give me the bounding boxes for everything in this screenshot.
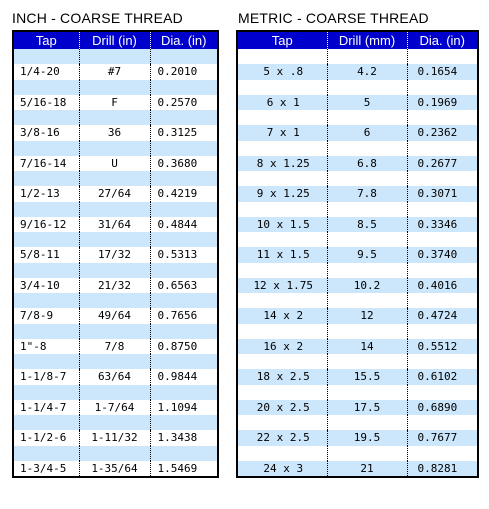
spacer-cell xyxy=(79,80,150,95)
cell-tap: 5/8-11 xyxy=(13,247,79,262)
cell-diameter: 0.2570 xyxy=(150,95,218,110)
spacer-row xyxy=(13,385,218,400)
cell-diameter: 0.4844 xyxy=(150,217,218,232)
spacer-cell xyxy=(13,110,79,125)
spacer-cell xyxy=(237,354,327,369)
spacer-cell xyxy=(327,324,407,339)
spacer-row xyxy=(237,110,478,125)
cell-tap: 1/2-13 xyxy=(13,186,79,201)
cell-drill: 7.8 xyxy=(327,186,407,201)
cell-diameter: 0.3346 xyxy=(407,217,478,232)
spacer-cell xyxy=(407,110,478,125)
cell-tap: 6 x 1 xyxy=(237,95,327,110)
cell-diameter: 0.3125 xyxy=(150,125,218,140)
spacer-cell xyxy=(150,80,218,95)
spacer-row xyxy=(237,354,478,369)
cell-diameter: 0.6563 xyxy=(150,278,218,293)
spacer-cell xyxy=(150,202,218,217)
table-row xyxy=(237,217,478,232)
cell-tap: 9 x 1.25 xyxy=(237,186,327,201)
spacer-cell xyxy=(79,293,150,308)
spacer-cell xyxy=(79,171,150,186)
spacer-cell xyxy=(407,354,478,369)
spacer-cell xyxy=(327,49,407,64)
cell-tap: 5/16-18 xyxy=(13,95,79,110)
table-row xyxy=(13,369,218,384)
metric-table-title: METRIC - COARSE THREAD xyxy=(238,10,429,26)
spacer-cell xyxy=(150,49,218,64)
cell-drill: 9.5 xyxy=(327,247,407,262)
spacer-row xyxy=(237,263,478,278)
cell-tap: 1/4-20 xyxy=(13,64,79,79)
cell-drill: 21/32 xyxy=(79,278,150,293)
table-row xyxy=(13,125,218,140)
spacer-cell xyxy=(407,446,478,461)
spacer-row xyxy=(237,293,478,308)
cell-tap: 11 x 1.5 xyxy=(237,247,327,262)
spacer-row xyxy=(237,202,478,217)
cell-tap: 24 x 3 xyxy=(237,461,327,477)
spacer-row xyxy=(13,80,218,95)
spacer-cell xyxy=(237,415,327,430)
cell-diameter: 1.1094 xyxy=(150,400,218,415)
spacer-cell xyxy=(13,446,79,461)
cell-drill: 7/8 xyxy=(79,339,150,354)
spacer-cell xyxy=(79,354,150,369)
spacer-cell xyxy=(407,232,478,247)
spacer-cell xyxy=(13,49,79,64)
spacer-row xyxy=(237,385,478,400)
spacer-row xyxy=(13,202,218,217)
cell-diameter: 0.3740 xyxy=(407,247,478,262)
spacer-cell xyxy=(150,171,218,186)
spacer-cell xyxy=(79,324,150,339)
spacer-cell xyxy=(150,415,218,430)
cell-tap: 8 x 1.25 xyxy=(237,156,327,171)
cell-tap: 7 x 1 xyxy=(237,125,327,140)
table-row xyxy=(237,339,478,354)
cell-tap: 20 x 2.5 xyxy=(237,400,327,415)
spacer-row xyxy=(237,80,478,95)
spacer-cell xyxy=(327,110,407,125)
inch-table-title: INCH - COARSE THREAD xyxy=(12,10,183,26)
spacer-row xyxy=(237,232,478,247)
spacer-cell xyxy=(79,110,150,125)
spacer-cell xyxy=(237,324,327,339)
spacer-row xyxy=(13,49,218,64)
cell-drill: 5 xyxy=(327,95,407,110)
cell-tap: 14 x 2 xyxy=(237,308,327,323)
spacer-cell xyxy=(150,354,218,369)
cell-tap: 7/8-9 xyxy=(13,308,79,323)
spacer-row xyxy=(13,110,218,125)
table-row xyxy=(13,95,218,110)
cell-drill: 8.5 xyxy=(327,217,407,232)
spacer-row xyxy=(13,171,218,186)
cell-diameter: 0.9844 xyxy=(150,369,218,384)
table-row xyxy=(237,64,478,79)
cell-drill: #7 xyxy=(79,64,150,79)
cell-diameter: 0.4219 xyxy=(150,186,218,201)
table-row xyxy=(13,400,218,415)
table-row xyxy=(237,369,478,384)
cell-drill: 10.2 xyxy=(327,278,407,293)
column-header-tap: Tap xyxy=(13,31,79,49)
spacer-cell xyxy=(13,171,79,186)
cell-diameter: 0.2010 xyxy=(150,64,218,79)
cell-tap: 1-3/4-5 xyxy=(13,461,79,477)
cell-diameter: 0.8750 xyxy=(150,339,218,354)
table-row xyxy=(13,247,218,262)
spacer-cell xyxy=(79,49,150,64)
spacer-row xyxy=(13,263,218,278)
cell-diameter: 1.5469 xyxy=(150,461,218,477)
spacer-row xyxy=(13,232,218,247)
spacer-cell xyxy=(13,232,79,247)
spacer-cell xyxy=(150,385,218,400)
cell-tap: 5 x .8 xyxy=(237,64,327,79)
cell-diameter: 0.2362 xyxy=(407,125,478,140)
column-header-diameter: Dia. (in) xyxy=(150,31,218,49)
spacer-cell xyxy=(407,141,478,156)
spacer-cell xyxy=(237,263,327,278)
spacer-cell xyxy=(327,354,407,369)
spacer-cell xyxy=(13,202,79,217)
spacer-cell xyxy=(237,80,327,95)
spacer-cell xyxy=(237,171,327,186)
cell-tap: 7/16-14 xyxy=(13,156,79,171)
spacer-cell xyxy=(13,263,79,278)
spacer-cell xyxy=(150,232,218,247)
cell-drill: 31/64 xyxy=(79,217,150,232)
spacer-cell xyxy=(237,202,327,217)
table-row xyxy=(237,278,478,293)
spacer-cell xyxy=(13,80,79,95)
spacer-cell xyxy=(79,385,150,400)
cell-diameter: 0.3680 xyxy=(150,156,218,171)
cell-drill: 19.5 xyxy=(327,430,407,445)
column-header-drill: Drill (mm) xyxy=(327,31,407,49)
cell-tap: 3/8-16 xyxy=(13,125,79,140)
spacer-cell xyxy=(327,385,407,400)
spacer-cell xyxy=(150,446,218,461)
cell-diameter: 1.3438 xyxy=(150,430,218,445)
spacer-cell xyxy=(407,49,478,64)
cell-drill: 27/64 xyxy=(79,186,150,201)
spacer-cell xyxy=(150,293,218,308)
spacer-row xyxy=(237,49,478,64)
cell-tap: 12 x 1.75 xyxy=(237,278,327,293)
spacer-cell xyxy=(150,110,218,125)
spacer-cell xyxy=(327,80,407,95)
spacer-row xyxy=(237,446,478,461)
header-row xyxy=(237,31,478,49)
spacer-cell xyxy=(79,202,150,217)
spacer-row xyxy=(13,354,218,369)
inch-coarse-thread-table xyxy=(12,30,219,478)
spacer-cell xyxy=(407,293,478,308)
cell-tap: 3/4-10 xyxy=(13,278,79,293)
spacer-cell xyxy=(407,324,478,339)
spacer-cell xyxy=(327,415,407,430)
cell-tap: 1"-8 xyxy=(13,339,79,354)
cell-tap: 10 x 1.5 xyxy=(237,217,327,232)
cell-drill: 6.8 xyxy=(327,156,407,171)
cell-tap: 22 x 2.5 xyxy=(237,430,327,445)
header-row xyxy=(13,31,218,49)
spacer-cell xyxy=(327,141,407,156)
spacer-cell xyxy=(237,141,327,156)
table-row xyxy=(13,308,218,323)
table-row xyxy=(237,156,478,171)
spacer-row xyxy=(13,141,218,156)
table-row xyxy=(237,186,478,201)
cell-tap: 1-1/2-6 xyxy=(13,430,79,445)
table-row xyxy=(237,430,478,445)
table-row xyxy=(237,95,478,110)
cell-diameter: 0.6890 xyxy=(407,400,478,415)
spacer-cell xyxy=(327,293,407,308)
cell-drill: 17/32 xyxy=(79,247,150,262)
cell-drill: 17.5 xyxy=(327,400,407,415)
cell-diameter: 0.7656 xyxy=(150,308,218,323)
cell-diameter: 0.4016 xyxy=(407,278,478,293)
cell-drill: 1-35/64 xyxy=(79,461,150,477)
spacer-cell xyxy=(79,232,150,247)
table-row xyxy=(237,125,478,140)
cell-drill: 63/64 xyxy=(79,369,150,384)
spacer-cell xyxy=(327,202,407,217)
spacer-cell xyxy=(237,385,327,400)
cell-tap: 1-1/8-7 xyxy=(13,369,79,384)
spacer-row xyxy=(237,415,478,430)
table-row xyxy=(237,461,478,477)
spacer-cell xyxy=(327,263,407,278)
cell-tap: 9/16-12 xyxy=(13,217,79,232)
spacer-cell xyxy=(327,232,407,247)
spacer-cell xyxy=(13,293,79,308)
spacer-cell xyxy=(79,415,150,430)
table-row xyxy=(237,400,478,415)
spacer-cell xyxy=(327,446,407,461)
metric-coarse-thread-table xyxy=(236,30,479,478)
cell-diameter: 0.2677 xyxy=(407,156,478,171)
cell-diameter: 0.8281 xyxy=(407,461,478,477)
column-header-drill: Drill (in) xyxy=(79,31,150,49)
cell-drill: F xyxy=(79,95,150,110)
cell-tap: 16 x 2 xyxy=(237,339,327,354)
cell-drill: 6 xyxy=(327,125,407,140)
spacer-row xyxy=(237,324,478,339)
spacer-cell xyxy=(13,385,79,400)
spacer-row xyxy=(13,324,218,339)
spacer-row xyxy=(237,141,478,156)
spacer-cell xyxy=(150,263,218,278)
cell-drill: 15.5 xyxy=(327,369,407,384)
spacer-cell xyxy=(79,446,150,461)
cell-drill: 14 xyxy=(327,339,407,354)
cell-drill: 21 xyxy=(327,461,407,477)
spacer-row xyxy=(237,171,478,186)
cell-diameter: 0.5512 xyxy=(407,339,478,354)
spacer-cell xyxy=(237,293,327,308)
cell-tap: 1-1/4-7 xyxy=(13,400,79,415)
cell-drill: 1-7/64 xyxy=(79,400,150,415)
cell-drill: 36 xyxy=(79,125,150,140)
spacer-cell xyxy=(79,263,150,278)
cell-drill: 12 xyxy=(327,308,407,323)
cell-diameter: 0.4724 xyxy=(407,308,478,323)
spacer-row xyxy=(13,446,218,461)
spacer-cell xyxy=(79,141,150,156)
table-row xyxy=(237,308,478,323)
spacer-row xyxy=(13,293,218,308)
spacer-cell xyxy=(327,171,407,186)
column-header-diameter: Dia. (in) xyxy=(407,31,478,49)
cell-diameter: 0.5313 xyxy=(150,247,218,262)
table-row xyxy=(13,156,218,171)
table-row xyxy=(13,430,218,445)
cell-diameter: 0.1969 xyxy=(407,95,478,110)
table-row xyxy=(13,339,218,354)
column-header-tap: Tap xyxy=(237,31,327,49)
spacer-cell xyxy=(150,141,218,156)
cell-diameter: 0.7677 xyxy=(407,430,478,445)
spacer-cell xyxy=(237,446,327,461)
cell-diameter: 0.6102 xyxy=(407,369,478,384)
cell-diameter: 0.3071 xyxy=(407,186,478,201)
spacer-cell xyxy=(407,415,478,430)
spacer-cell xyxy=(237,110,327,125)
table-row xyxy=(13,461,218,477)
cell-drill: 4.2 xyxy=(327,64,407,79)
spacer-row xyxy=(13,415,218,430)
spacer-cell xyxy=(407,202,478,217)
spacer-cell xyxy=(13,415,79,430)
cell-drill: 49/64 xyxy=(79,308,150,323)
spacer-cell xyxy=(150,324,218,339)
cell-diameter: 0.1654 xyxy=(407,64,478,79)
spacer-cell xyxy=(13,141,79,156)
cell-drill: 1-11/32 xyxy=(79,430,150,445)
table-row xyxy=(13,186,218,201)
cell-drill: U xyxy=(79,156,150,171)
spacer-cell xyxy=(13,354,79,369)
spacer-cell xyxy=(407,263,478,278)
spacer-cell xyxy=(407,385,478,400)
table-row xyxy=(13,217,218,232)
table-row xyxy=(13,278,218,293)
spacer-cell xyxy=(237,232,327,247)
spacer-cell xyxy=(407,80,478,95)
spacer-cell xyxy=(407,171,478,186)
cell-tap: 18 x 2.5 xyxy=(237,369,327,384)
table-row xyxy=(13,64,218,79)
spacer-cell xyxy=(237,49,327,64)
table-row xyxy=(237,247,478,262)
spacer-cell xyxy=(13,324,79,339)
